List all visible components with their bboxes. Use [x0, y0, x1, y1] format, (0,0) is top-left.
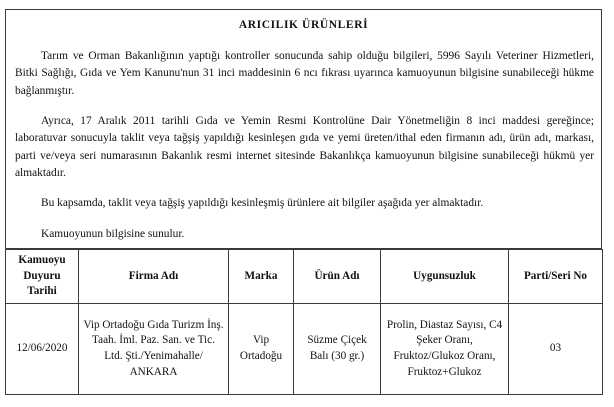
notice-box	[5, 9, 602, 249]
notice-body	[15, 48, 594, 243]
cell-nonconformity: Prolin, Diastaz Sayısı, C4 Şeker Oranı, Fruktoz/Glukoz Oranı, Fruktoz+Glukoz	[381, 304, 509, 395]
paragraph-announcement: Kamuoyunun bilgisine sunulur.	[41, 227, 185, 240]
column-header-announcement-date: Kamuoyu Duyuru Tarihi	[6, 250, 79, 304]
column-header-nonconformity: Uygunsuzluk	[381, 250, 509, 304]
paragraph-scope: Bu kapsamda, taklit veya tağşiş yapıldığı kesinleşmiş ürünlere ait bilgiler aşağıda yer almaktadır.	[41, 197, 484, 210]
paragraph-legal-basis: Tarım ve Orman Bakanlığının yaptığı kontroller sonucunda sahip olduğu bilgileri, 5996 Sayılı Veteriner Hizmetleri, Bitki Sağlığı, Gıda ve Yem Kanunu'nun 31 inci maddesinin 6 ncı fıkrası uyarınca kamuoyunun bilgisine sunabileceği hükme bağlanmıştır.	[15, 50, 594, 97]
table-row	[6, 304, 603, 395]
cell-product-name: Süzme Çiçek Balı (30 gr.)	[294, 304, 381, 395]
column-header-firm-name: Firma Adı	[79, 250, 229, 304]
table-header-row	[6, 250, 603, 304]
page-title: ARICILIK ÜRÜNLERİ	[238, 19, 369, 31]
products-table-container	[5, 249, 602, 395]
cell-announcement-date: 12/06/2020	[6, 304, 79, 395]
column-header-lot-serial-no: Parti/Seri No	[509, 250, 603, 304]
column-header-product-name: Ürün Adı	[294, 250, 381, 304]
cell-brand: Vip Ortadoğu	[229, 304, 294, 395]
cell-lot-serial-no: 03	[509, 304, 603, 395]
paragraph-regulation: Ayrıca, 17 Aralık 2011 tarihli Gıda ve Yemin Resmi Kontrolüne Dair Yönetmeliğin 8 inci maddesi gereğince; laboratuvar sonucuyla taklit veya tağşiş yapıldığı kesinleşen gıda ve yemi üreten/ithal eden firmanın adı, ürün adı, markası, parti ve/veya seri numarasının Bakanlık resmi internet sitesinde Bakanlıkça kamuoyunun bilgisine sunabileceği hükmü yer almaktadır.	[15, 114, 594, 179]
products-table	[5, 249, 603, 395]
cell-firm-name: Vip Ortadoğu Gıda Turizm İnş. Taah. İml. Paz. San. ve Tic. Ltd. Şti./Yenimahalle/ ANKARA	[79, 304, 229, 395]
column-header-brand: Marka	[229, 250, 294, 304]
